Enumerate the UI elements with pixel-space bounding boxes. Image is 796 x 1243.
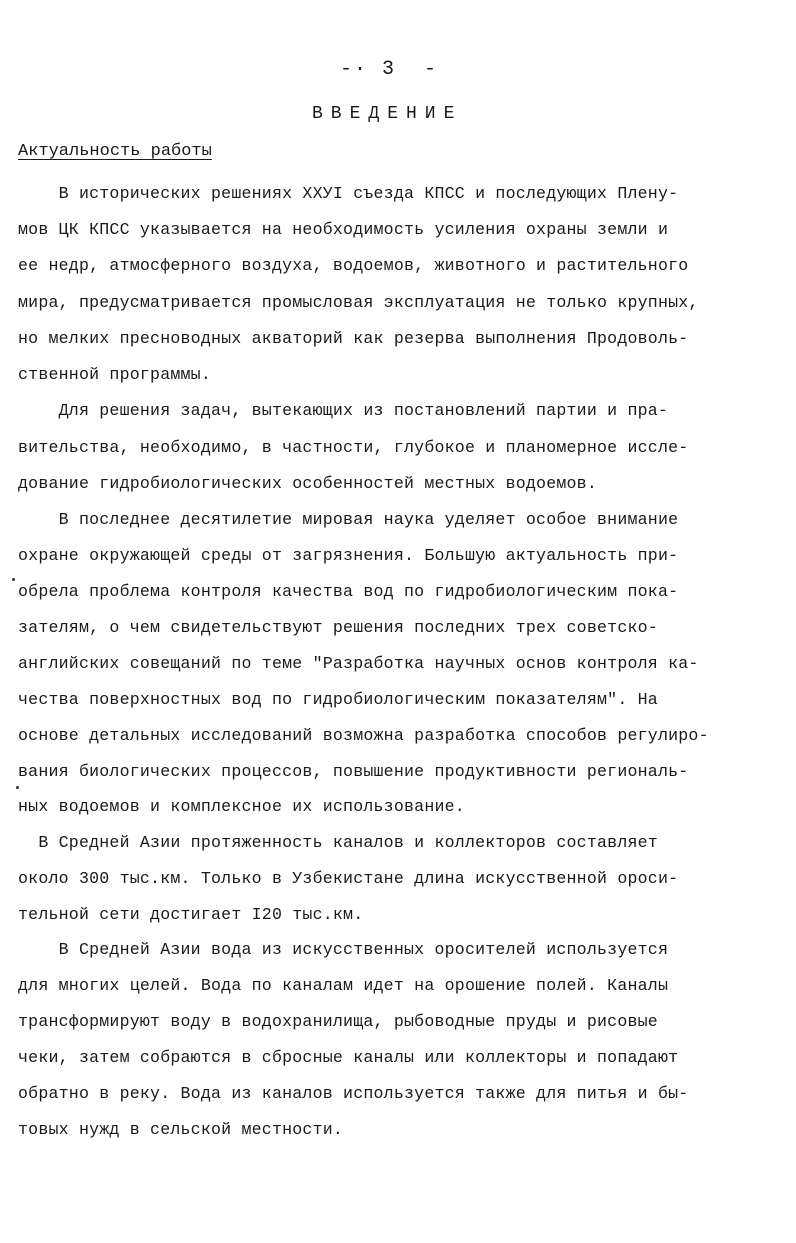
text-line: охране окружающей среды от загрязнения. Большую актуальность при- xyxy=(18,546,679,565)
text-line: В последнее десятилетие мировая наука уделяет особое внимание xyxy=(18,510,679,529)
text-line: трансформируют воду в водохранилища, рыбоводные пруды и рисовые xyxy=(18,1012,658,1031)
text-line: обрела проблема контроля качества вод по гидробиологическим пока- xyxy=(18,582,679,601)
text-line: около 300 тыс.км. Только в Узбекистане длина искусственной ороси- xyxy=(18,869,679,888)
text-line: но мелких пресноводных акваторий как резерва выполнения Продоволь- xyxy=(18,329,689,348)
scan-speck xyxy=(12,578,15,581)
page-number: -· 3 - xyxy=(340,58,439,81)
text-line: тельной сети достигает I20 тыс.км. xyxy=(18,905,364,924)
text-line: зателям, о чем свидетельствуют решения последних трех советско- xyxy=(18,618,658,637)
text-line: мира, предусматривается промысловая эксплуатация не только крупных, xyxy=(18,293,699,312)
text-line: ее недр, атмосферного воздуха, водоемов, животного и растительного xyxy=(18,256,689,275)
text-line: вительства, необходимо, в частности, глубокое и планомерное иссле- xyxy=(18,438,689,457)
text-line: мов ЦК КПСС указывается на необходимость усиления охраны земли и xyxy=(18,220,669,239)
text-line: Для решения задач, вытекающих из постановлений партии и пра- xyxy=(18,401,669,420)
scan-speck xyxy=(16,786,19,789)
text-line: обратно в реку. Вода из каналов используется также для питья и бы- xyxy=(18,1084,689,1103)
text-line: товых нужд в сельской местности. xyxy=(18,1120,344,1139)
text-line: дование гидробиологических особенностей местных водоемов. xyxy=(18,474,597,493)
text-line: чества поверхностных вод по гидробиологическим показателям". На xyxy=(18,690,658,709)
text-line: для многих целей. Вода по каналам идет на орошение полей. Каналы xyxy=(18,976,669,995)
text-line: ных водоемов и комплексное их использование. xyxy=(18,797,465,816)
text-line: английских совещаний по теме "Разработка научных основ контроля ка- xyxy=(18,654,699,673)
text-line: В Средней Азии вода из искусственных оросителей используется xyxy=(18,940,669,959)
text-line: В Средней Азии протяженность каналов и коллекторов составляет xyxy=(18,833,658,852)
text-line: В исторических решениях XXУI съезда КПСС и последующих Плену- xyxy=(18,184,679,203)
page-heading: ВВЕДЕНИЕ xyxy=(312,104,463,124)
section-title: Актуальность работы xyxy=(18,142,212,161)
text-line: основе детальных исследований возможна разработка способов регулиро- xyxy=(18,726,709,745)
text-line: чеки, затем собраются в сбросные каналы или коллекторы и попадают xyxy=(18,1048,679,1067)
text-line: ственной программы. xyxy=(18,365,211,384)
text-line: вания биологических процессов, повышение продуктивности региональ- xyxy=(18,762,689,781)
